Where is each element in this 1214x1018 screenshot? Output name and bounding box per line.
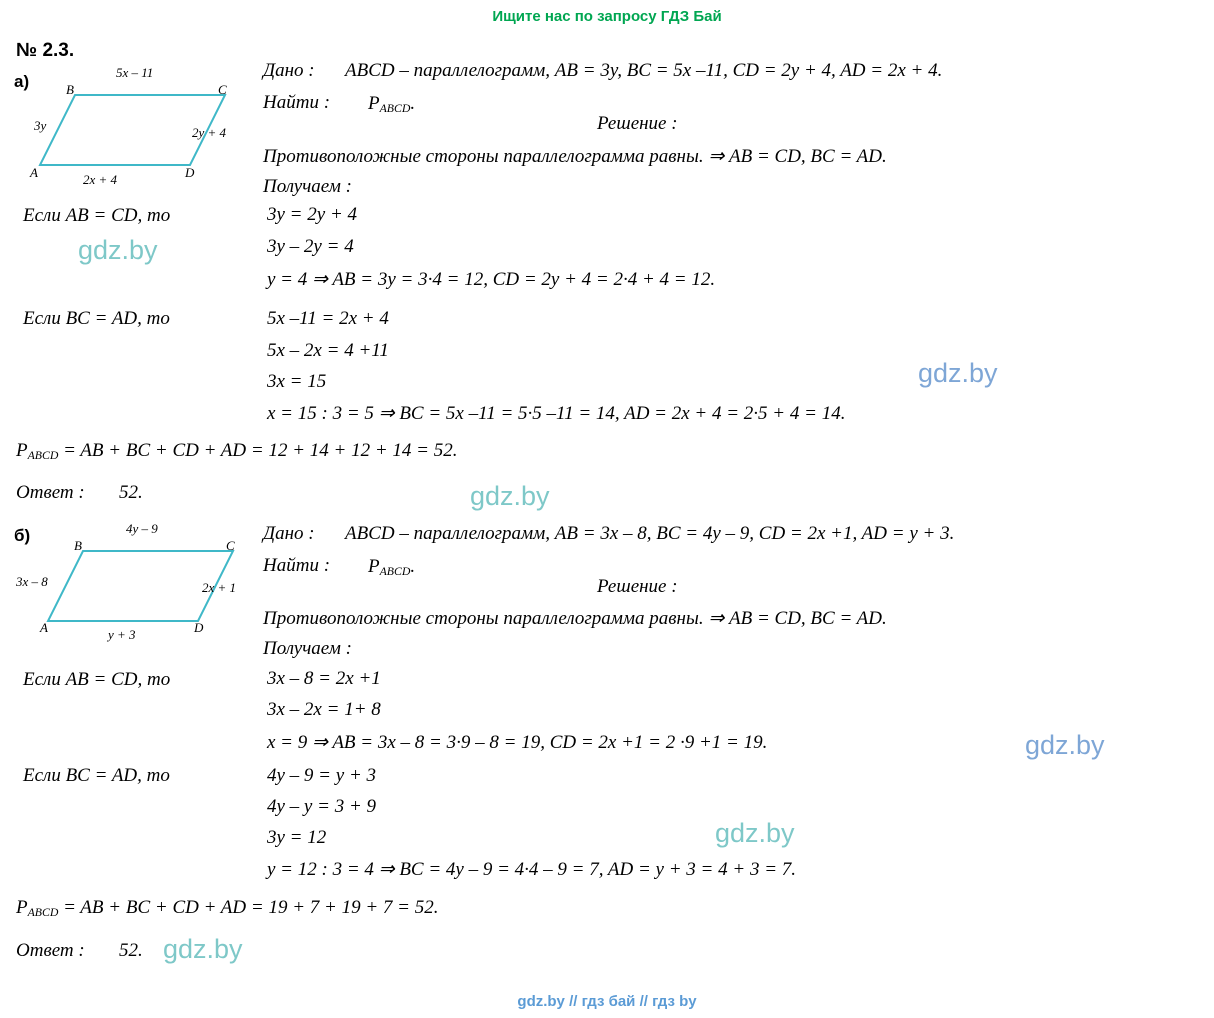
watermark: gdz.by bbox=[715, 818, 795, 848]
case2-prefix-b: Если BC = AD, то bbox=[23, 765, 170, 786]
vertex-label-c-b: C bbox=[226, 538, 235, 553]
watermark: gdz.by bbox=[78, 235, 158, 265]
solution-label-b: Решение : bbox=[597, 576, 678, 597]
find-expression-b bbox=[368, 556, 415, 579]
property-text-a: Противоположные стороны параллелограмма равны. ⇒ AB = CD, BC = AD. bbox=[263, 146, 887, 167]
case2-line-2-b: 4y – y = 3 + 9 bbox=[267, 796, 377, 817]
case2-line-2-a: 5x – 2x = 4 +11 bbox=[267, 340, 389, 361]
case2-prefix-a: Если BC = AD, то bbox=[23, 308, 170, 329]
task-number: № 2.3. bbox=[16, 40, 75, 61]
perimeter-symbol-b: P bbox=[368, 556, 380, 577]
vertex-label-b-b: B bbox=[74, 538, 82, 553]
case2-line-4-a: x = 15 : 3 = 5 ⇒ BC = 5x –11 = 5·5 –11 = 14, AD = 2x + 4 = 2·5 + 4 = 14. bbox=[267, 403, 846, 424]
part-label-b: б) bbox=[14, 526, 31, 545]
vertex-label-c: C bbox=[218, 82, 227, 97]
find-dot-a: . bbox=[410, 93, 416, 114]
bottom-promo-banner: gdz.by // гдз бай // гдз by bbox=[517, 993, 697, 1010]
parallelogram-figure-b bbox=[8, 516, 258, 646]
perimeter-body-a: = AB + BC + CD + AD = 12 + 14 + 12 + 14 = 52. bbox=[63, 440, 458, 461]
case2-line-1-b: 4y – 9 = y + 3 bbox=[267, 765, 377, 786]
watermark: gdz.by bbox=[1025, 730, 1105, 760]
obtain-label-a: Получаем : bbox=[263, 176, 352, 197]
side-label-left-b: 3x – 8 bbox=[16, 574, 48, 589]
case1-line-1-b: 3x – 8 = 2x +1 bbox=[267, 668, 381, 689]
side-label-right-a: 2y + 4 bbox=[192, 125, 227, 140]
perimeter-p-a: P bbox=[16, 440, 28, 461]
property-text-b: Противоположные стороны параллелограмма равны. ⇒ AB = CD, BC = AD. bbox=[263, 608, 887, 629]
perimeter-line-a bbox=[16, 440, 458, 463]
perimeter-p-sub-a: ABCD bbox=[27, 448, 59, 462]
vertex-label-b: B bbox=[66, 82, 74, 97]
side-label-bottom-b: y + 3 bbox=[108, 627, 136, 642]
top-promo-banner: Ищите нас по запросу ГДЗ Бай bbox=[492, 8, 722, 25]
case1-line-3-a: y = 4 ⇒ AB = 3y = 3·4 = 12, CD = 2y + 4 = 2·4 + 4 = 12. bbox=[267, 269, 716, 290]
case1-line-3-b: x = 9 ⇒ AB = 3x – 8 = 3·9 – 8 = 19, CD = 2x +1 = 2 ·9 +1 = 19. bbox=[267, 732, 768, 753]
side-label-top-a: 5x – 11 bbox=[116, 65, 154, 80]
case1-line-2-a: 3y – 2y = 4 bbox=[267, 236, 354, 257]
perimeter-symbol-a: P bbox=[368, 93, 380, 114]
vertex-label-d: D bbox=[185, 165, 195, 180]
parallelogram-figure-a bbox=[20, 60, 260, 190]
perimeter-line-b bbox=[16, 897, 439, 920]
side-label-top-b: 4y – 9 bbox=[126, 521, 158, 536]
side-label-bottom-a: 2x + 4 bbox=[83, 172, 118, 187]
watermark: gdz.by bbox=[163, 934, 243, 964]
answer-label-b: Ответ : bbox=[16, 940, 85, 961]
side-label-right-b: 2x + 1 bbox=[202, 580, 237, 595]
obtain-label-b: Получаем : bbox=[263, 638, 352, 659]
answer-value-b: 52. bbox=[119, 940, 143, 961]
part-label-a: а) bbox=[14, 72, 30, 91]
case1-prefix-b: Если AB = CD, то bbox=[23, 669, 171, 690]
find-expression-a bbox=[368, 93, 415, 116]
given-text-a: ABCD – параллелограмм, AB = 3y, BC = 5x –11, CD = 2y + 4, AD = 2x + 4. bbox=[345, 60, 943, 81]
perimeter-p-sub-b: ABCD bbox=[27, 905, 59, 919]
solution-label-a: Решение : bbox=[597, 113, 678, 134]
case2-line-1-a: 5x –11 = 2x + 4 bbox=[267, 308, 389, 329]
vertex-label-a: A bbox=[30, 165, 38, 180]
find-label-a: Найти : bbox=[263, 92, 331, 113]
watermark: gdz.by bbox=[918, 358, 998, 388]
perimeter-subscript-a: ABCD bbox=[379, 101, 411, 115]
watermark: gdz.by bbox=[470, 481, 550, 511]
find-dot-b: . bbox=[410, 556, 416, 577]
case1-line-1-a: 3y = 2y + 4 bbox=[267, 204, 358, 225]
case2-line-3-b: 3y = 12 bbox=[267, 827, 327, 848]
perimeter-body-b: = AB + BC + CD + AD = 19 + 7 + 19 + 7 = 52. bbox=[63, 897, 439, 918]
vertex-label-a-b: A bbox=[40, 620, 48, 635]
side-label-left-a: 3y bbox=[34, 118, 47, 133]
vertex-label-d-b: D bbox=[194, 620, 204, 635]
case1-prefix-a: Если AB = CD, то bbox=[23, 205, 171, 226]
case1-line-2-b: 3x – 2x = 1+ 8 bbox=[267, 699, 381, 720]
given-text-b: ABCD – параллелограмм, AB = 3x – 8, BC = 4y – 9, CD = 2x +1, AD = y + 3. bbox=[345, 523, 955, 544]
answer-label-a: Ответ : bbox=[16, 482, 85, 503]
case2-line-4-b: y = 12 : 3 = 4 ⇒ BC = 4y – 9 = 4·4 – 9 = 7, AD = y + 3 = 4 + 3 = 7. bbox=[267, 859, 797, 880]
given-label-a: Дано : bbox=[263, 60, 315, 81]
perimeter-p-b: P bbox=[16, 897, 28, 918]
answer-value-a: 52. bbox=[119, 482, 143, 503]
perimeter-subscript-b: ABCD bbox=[379, 564, 411, 578]
find-label-b: Найти : bbox=[263, 555, 331, 576]
case2-line-3-a: 3x = 15 bbox=[267, 371, 327, 392]
given-label-b: Дано : bbox=[263, 523, 315, 544]
